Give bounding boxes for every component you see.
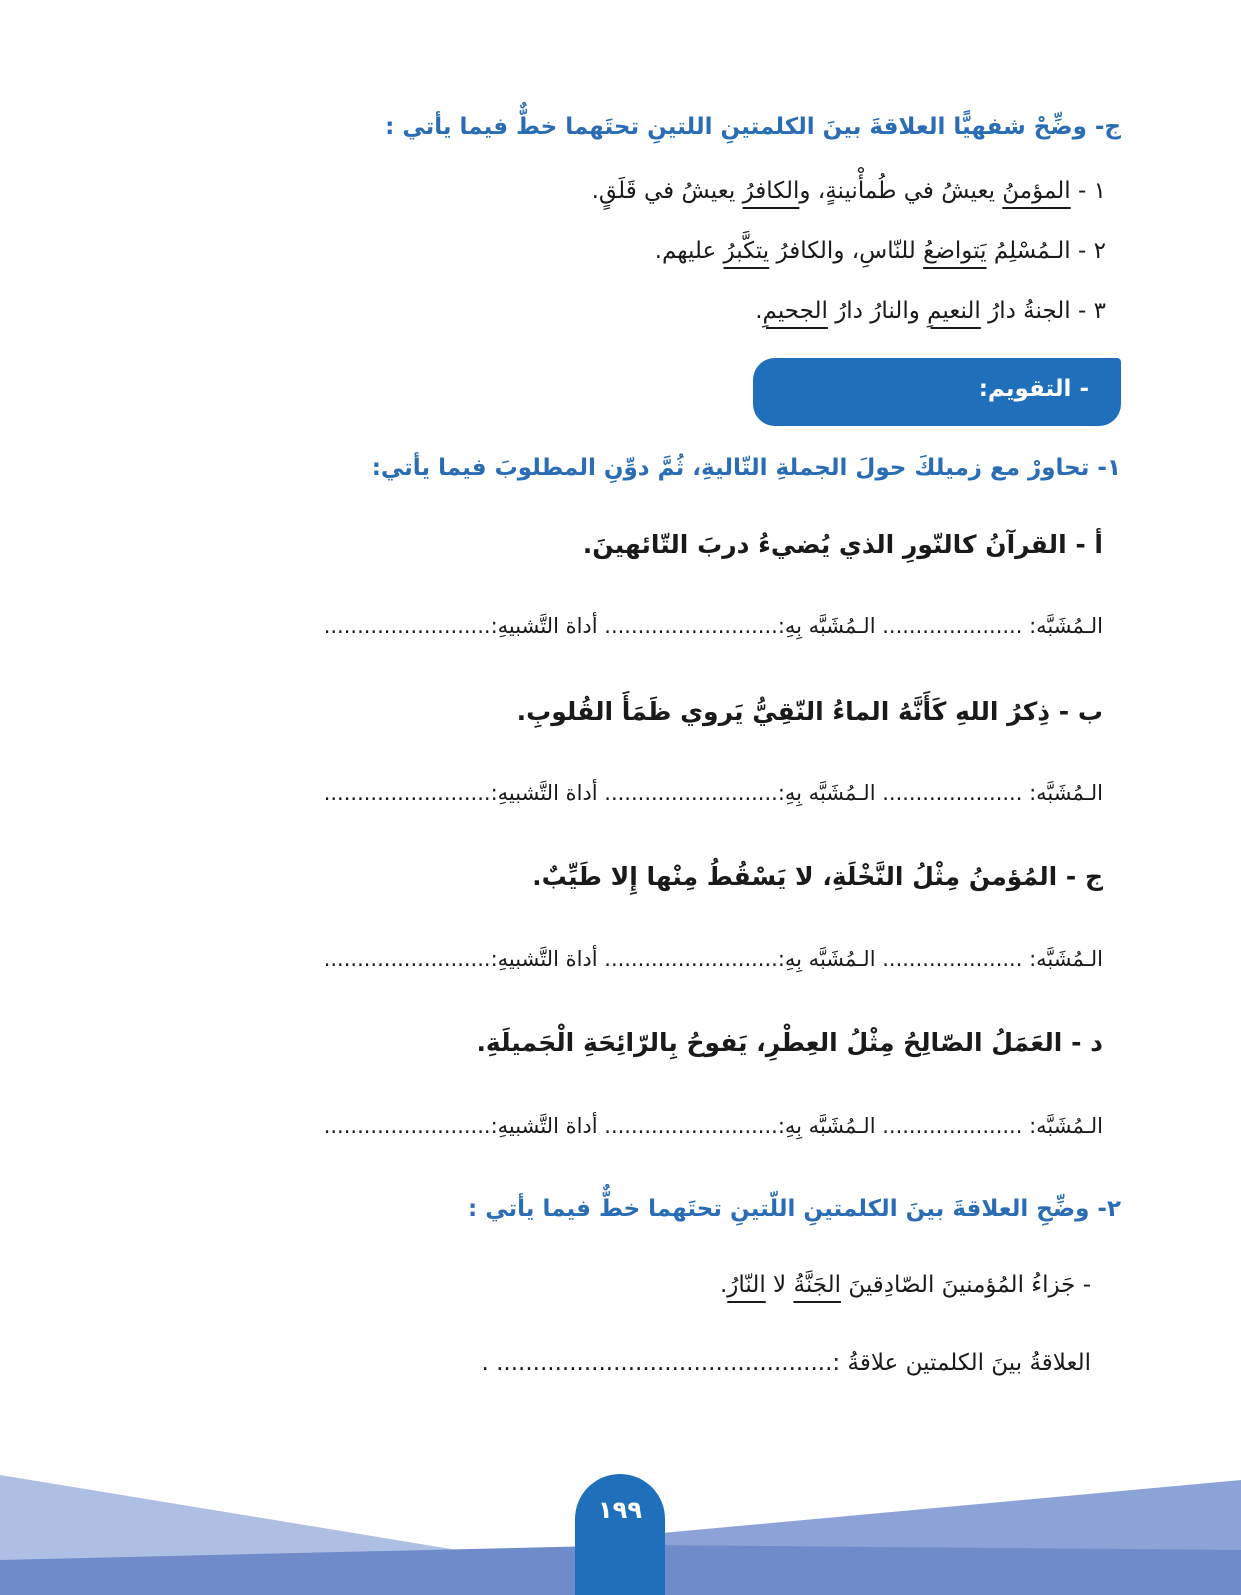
section-c-item-2 (0, 238, 1106, 264)
text-segment: والنارُ دارُ (827, 298, 928, 324)
text-segment: الـمُسْلِمُ (986, 238, 1071, 264)
text-segment: . (719, 1272, 728, 1298)
item-number: ١ - (1078, 178, 1106, 204)
fill-line-c: الـمُشَبَّه: ..................... الـمُشَبَّه بِهِ:.......................... أداة التَّشبيهِ:......................... (323, 947, 1103, 971)
exercise-2-heading: ٢- وضِّحِ العلاقةَ بينَ الكلمتينِ اللّتينِ تحتَهما خطٌّ فيما يأتي : (468, 1196, 1121, 1222)
exercise-1-sentence-d: د - العَمَلُ الصّالِحُ مِثْلُ العِطْرِ، يَفوحُ بِالرّائِحَةِ الْجَميلَةِ. (476, 1028, 1103, 1057)
text-segment: لا (765, 1272, 794, 1298)
item-number: ٢ - (1078, 238, 1106, 264)
underlined-word: النعيمِ (927, 298, 981, 324)
fill-line-a: الـمُشَبَّه: ..................... الـمُشَبَّه بِهِ:.......................... أداة التَّشبيهِ:......................... (323, 614, 1103, 638)
text-segment: عليهم. (654, 238, 724, 264)
exercise-1-heading: ١- تحاورْ مع زميلكَ حولَ الجملةِ التّاليةِ، ثُمَّ دوِّنِ المطلوبَ فيما يأتي: (371, 455, 1121, 481)
page-number: ١٩٩ (575, 1474, 665, 1595)
exercise-1-sentence-c: ج - المُؤمنُ مِثْلُ النَّخْلَةِ، لا يَسْقُطُ مِنْها إِلا طَيِّبٌ. (532, 862, 1103, 891)
text-segment: - جَزاءُ المُؤمنينَ الصّادِقينَ (841, 1272, 1091, 1298)
item-number: ٣ - (1078, 298, 1106, 324)
underlined-word: المؤمنُ (1002, 178, 1071, 204)
section-c-item-3 (0, 298, 1106, 324)
fill-line-d: الـمُشَبَّه: ..................... الـمُشَبَّه بِهِ:.......................... أداة التَّشبيهِ:......................... (323, 1114, 1103, 1138)
exercise-1-sentence-b: ب - ذِكرُ اللهِ كَأَنَّهُ الماءُ النّقِيُّ يَروي ظَمَأَ القُلوبِ. (516, 697, 1103, 726)
exercise-2-sentence (0, 1272, 1091, 1298)
exercise-2-answer-line: العلاقةُ بينَ الكلمتين علاقةُ :.............................................. . (481, 1350, 1091, 1376)
section-c-item-1 (0, 178, 1106, 204)
underlined-word: الجَنَّةُ (793, 1272, 842, 1298)
text-segment: يعيشُ في طُمأْنينةٍ، و (799, 178, 1003, 204)
text-segment: . (755, 298, 763, 324)
item-text (755, 298, 1070, 324)
underlined-word: الكافرُ (742, 178, 800, 204)
evaluation-banner: - التقويم: (753, 358, 1121, 426)
underlined-word: يَتواضعُ (923, 238, 987, 264)
text-segment: الجنةُ دارُ (980, 298, 1071, 324)
text-segment: يعيشُ في قَلَقٍ. (591, 178, 743, 204)
underlined-word: النّارُ (727, 1272, 766, 1298)
underlined-word: الجحيمِ (762, 298, 828, 324)
exercise-1-sentence-a: أ - القرآنُ كالنّورِ الذي يُضيءُ دربَ التّائهينَ. (582, 530, 1103, 559)
item-text (655, 238, 1071, 264)
section-c-heading: ج- وضِّحْ شفهيًّا العلاقةَ بينَ الكلمتينِ اللتينِ تحتَهما خطٌّ فيما يأتي : (385, 114, 1121, 140)
underlined-word: يتكَّبرُ (723, 238, 770, 264)
item-text (592, 178, 1071, 204)
fill-line-b: الـمُشَبَّه: ..................... الـمُشَبَّه بِهِ:.......................... أداة التَّشبيهِ:......................... (323, 781, 1103, 805)
text-segment: للنّاسِ، والكافرُ (769, 238, 924, 264)
